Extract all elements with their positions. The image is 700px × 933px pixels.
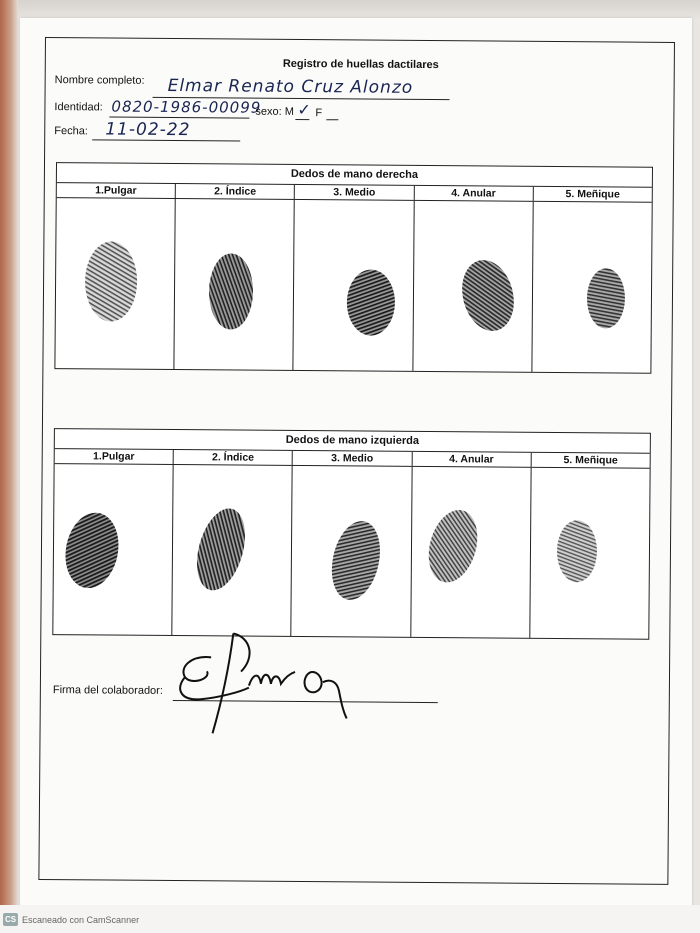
left-little-cell [530, 468, 650, 639]
scanner-watermark-text: Escaneado con CamScanner [22, 914, 140, 925]
camscanner-logo-icon: CS [4, 915, 17, 924]
scan-background-left [0, 0, 18, 933]
date-label: Fecha: [54, 125, 88, 138]
left-finger-header: 5. Meñique [563, 454, 618, 467]
date-value: 11-02-22 [105, 119, 191, 141]
right-finger-header: 5. Meñique [565, 188, 620, 201]
fingerprint-image [457, 255, 518, 335]
fingerprint-image [328, 516, 385, 604]
right-middle-cell [294, 200, 415, 371]
right-thumb-cell [55, 198, 176, 369]
sex-female-label: F [315, 107, 323, 120]
fingerprint-image [553, 516, 602, 586]
fingerprint-image [344, 266, 399, 338]
name-value: Elmar Renato Cruz Alonzo [167, 75, 414, 98]
fingerprint-image [583, 264, 630, 332]
right-finger-header: 2. Índice [176, 184, 295, 199]
left-finger-header: 1.Pulgar [55, 449, 174, 464]
sex-f-underline [326, 119, 338, 120]
form-title: Registro de huellas dactilares [282, 57, 439, 72]
fingerprint-image [193, 503, 250, 595]
sex-label: sexo: M [255, 105, 294, 118]
id-underline [109, 117, 249, 119]
fingerprint-image [205, 249, 258, 333]
left-hand-print-row [53, 464, 649, 639]
id-value: 0820-1986-00099 [111, 97, 262, 117]
left-hand-table [52, 428, 651, 640]
right-finger-header: 4. Anular [414, 186, 533, 201]
fingerprint-image [80, 236, 143, 326]
name-label: Nombre completo: [54, 74, 145, 87]
left-finger-header: 4. Anular [412, 452, 531, 467]
right-hand-print-row [55, 198, 651, 373]
scanner-watermark [3, 913, 139, 926]
right-little-cell [532, 202, 652, 373]
left-finger-header: 2. Índice [174, 450, 293, 465]
left-ring-cell [411, 467, 532, 638]
id-label: Identidad: [54, 101, 103, 114]
right-hand-table [54, 162, 653, 374]
signature-text: Elmar Cruz [171, 627, 177, 629]
sex-check-mark: ✓ [297, 99, 312, 120]
left-middle-cell [292, 466, 413, 637]
sex-m-underline [295, 119, 309, 120]
fingerprint-image [423, 505, 482, 587]
signature-image [171, 627, 372, 739]
left-hand-title: Dedos de mano izquierda [55, 429, 650, 454]
fingerprint-form [38, 37, 675, 885]
right-hand-title: Dedos de mano derecha [57, 163, 652, 188]
left-finger-header: 3. Medio [293, 451, 412, 466]
fingerprint-image [62, 508, 123, 592]
signature-label: Firma del colaborador: [52, 684, 163, 697]
right-finger-header: 3. Medio [295, 185, 414, 200]
right-ring-cell [413, 201, 534, 372]
right-finger-header: 1.Pulgar [57, 183, 176, 198]
left-index-cell [173, 465, 294, 636]
left-thumb-cell [53, 464, 174, 635]
right-index-cell [175, 199, 296, 370]
